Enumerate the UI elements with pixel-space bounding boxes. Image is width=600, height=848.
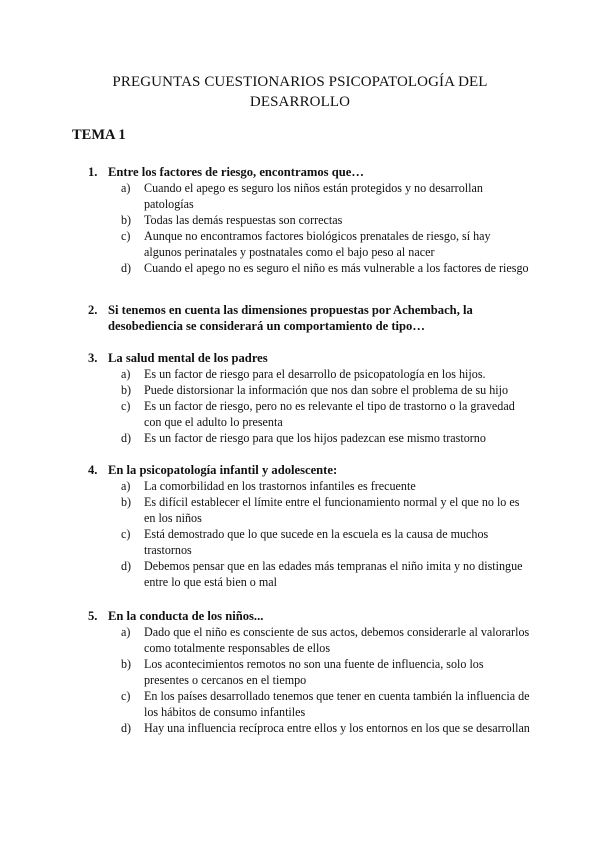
option-text: Dado que el niño es consciente de sus actos, debemos considerarle al valorarlos como totalmente responsables de ellos bbox=[144, 625, 530, 655]
question-5 bbox=[88, 608, 518, 624]
question-text: Si tenemos en cuenta las dimensiones propuestas por Achembach, la desobediencia se considerará un comportamiento de tipo… bbox=[108, 303, 473, 333]
option-text: Hay una influencia recíproca entre ellos y los entornos en los que se desarrollan bbox=[144, 721, 530, 735]
option-text: Es un factor de riesgo para que los hijos padezcan ese mismo trastorno bbox=[144, 431, 486, 445]
option-letter: d) bbox=[121, 261, 132, 275]
option-item bbox=[121, 180, 531, 212]
option-text: En los países desarrollado tenemos que tener en cuenta también la influencia de los hábitos de consumo infantiles bbox=[144, 689, 530, 719]
option-text: Todas las demás respuestas son correctas bbox=[144, 213, 343, 227]
title-line-2: DESARROLLO bbox=[249, 94, 351, 110]
option-letter: b) bbox=[121, 383, 132, 397]
question-5-options bbox=[121, 624, 531, 736]
question-2 bbox=[88, 302, 518, 334]
section-heading: TEMA 1 bbox=[72, 127, 126, 143]
option-item bbox=[121, 720, 531, 736]
option-letter: a) bbox=[121, 479, 131, 493]
option-item bbox=[121, 366, 531, 382]
question-1 bbox=[88, 164, 518, 180]
option-text: Los acontecimientos remotos no son una fuente de influencia, solo los presentes o cercanos en el tiempo bbox=[144, 657, 484, 687]
option-text: Aunque no encontramos factores biológicos prenatales de riesgo, sí hay algunos perinatales y postnatales como el bajo peso al nacer bbox=[144, 229, 491, 259]
option-item bbox=[121, 494, 531, 526]
option-text: Cuando el apego es seguro los niños están protegidos y no desarrollan patologías bbox=[144, 181, 483, 211]
option-item bbox=[121, 688, 531, 720]
option-item bbox=[121, 478, 531, 494]
option-item bbox=[121, 260, 531, 276]
option-text: Es un factor de riesgo, pero no es relevante el tipo de trastorno o la gravedad con que el adulto lo presenta bbox=[144, 399, 515, 429]
option-letter: d) bbox=[121, 559, 132, 573]
option-text: Debemos pensar que en las edades más tempranas el niño imita y no distingue entre lo que está bien o mal bbox=[144, 559, 523, 589]
option-letter: c) bbox=[121, 689, 131, 703]
question-text: En la psicopatología infantil y adolescente: bbox=[108, 463, 338, 477]
question-3-options bbox=[121, 366, 531, 446]
title-line-1: PREGUNTAS CUESTIONARIOS PSICOPATOLOGÍA DEL bbox=[112, 74, 488, 90]
option-text: La comorbilidad en los trastornos infantiles es frecuente bbox=[144, 479, 416, 493]
option-letter: a) bbox=[121, 367, 131, 381]
option-item bbox=[121, 558, 531, 590]
question-number: 4. bbox=[88, 463, 98, 477]
option-item bbox=[121, 526, 531, 558]
option-letter: b) bbox=[121, 213, 132, 227]
option-letter: c) bbox=[121, 527, 131, 541]
question-number: 1. bbox=[88, 165, 98, 179]
option-letter: d) bbox=[121, 721, 132, 735]
option-letter: d) bbox=[121, 431, 132, 445]
option-item bbox=[121, 656, 531, 688]
document-title bbox=[60, 72, 540, 112]
option-text: Es un factor de riesgo para el desarrollo de psicopatología en los hijos. bbox=[144, 367, 486, 381]
question-text: La salud mental de los padres bbox=[108, 351, 268, 365]
option-letter: a) bbox=[121, 181, 131, 195]
option-letter: a) bbox=[121, 625, 131, 639]
question-number: 3. bbox=[88, 351, 98, 365]
option-item bbox=[121, 398, 531, 430]
option-item bbox=[121, 430, 531, 446]
question-text: En la conducta de los niños... bbox=[108, 609, 264, 623]
option-item bbox=[121, 382, 531, 398]
option-letter: b) bbox=[121, 657, 132, 671]
question-number: 5. bbox=[88, 609, 98, 623]
option-letter: c) bbox=[121, 229, 131, 243]
option-item bbox=[121, 624, 531, 656]
question-number: 2. bbox=[88, 303, 98, 317]
question-1-options bbox=[121, 180, 531, 276]
option-letter: c) bbox=[121, 399, 131, 413]
question-text: Entre los factores de riesgo, encontramos que… bbox=[108, 165, 364, 179]
option-item bbox=[121, 228, 531, 260]
option-letter: b) bbox=[121, 495, 132, 509]
question-4-options bbox=[121, 478, 531, 590]
option-item bbox=[121, 212, 531, 228]
option-text: Puede distorsionar la información que nos dan sobre el problema de su hijo bbox=[144, 383, 509, 397]
question-4 bbox=[88, 462, 518, 478]
option-text: Está demostrado que lo que sucede en la escuela es la causa de muchos trastornos bbox=[144, 527, 489, 557]
option-text: Es difícil establecer el límite entre el funcionamiento normal y el que no lo es en los niños bbox=[144, 495, 520, 525]
option-text: Cuando el apego no es seguro el niño es más vulnerable a los factores de riesgo bbox=[144, 261, 529, 275]
question-3 bbox=[88, 350, 518, 366]
